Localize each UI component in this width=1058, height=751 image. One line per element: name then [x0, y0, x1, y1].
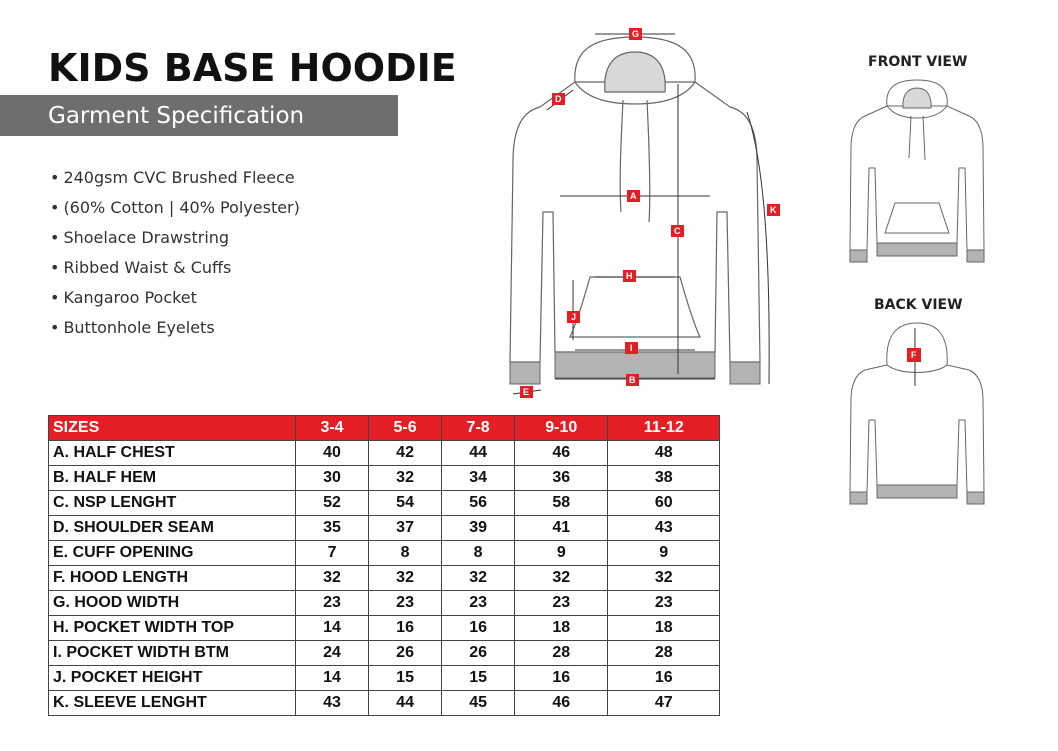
measurement-name-cell: A. HALF CHEST: [49, 441, 296, 466]
measurement-name-cell: D. SHOULDER SEAM: [49, 516, 296, 541]
table-row: [49, 516, 720, 541]
measurement-name-cell: K. SLEEVE LENGHT: [49, 691, 296, 716]
size-value-cell: 36: [515, 466, 608, 491]
size-value-cell: 43: [608, 516, 720, 541]
size-value-cell: 38: [608, 466, 720, 491]
size-value-cell: 24: [296, 641, 369, 666]
size-value-cell: 44: [442, 441, 515, 466]
size-value-cell: 32: [442, 566, 515, 591]
svg-text:A: A: [630, 191, 637, 201]
size-value-cell: 28: [608, 641, 720, 666]
svg-text:C: C: [674, 226, 681, 236]
size-value-cell: 34: [442, 466, 515, 491]
size-value-cell: 18: [515, 616, 608, 641]
column-header: 3-4: [296, 416, 369, 441]
size-value-cell: 18: [608, 616, 720, 641]
size-value-cell: 43: [296, 691, 369, 716]
size-value-cell: 40: [296, 441, 369, 466]
table-row: [49, 666, 720, 691]
feature-item: • Shoelace Drawstring: [50, 226, 300, 256]
back-view-label: BACK VIEW: [874, 297, 963, 313]
table-header-row: [49, 416, 720, 441]
measurement-name-cell: J. POCKET HEIGHT: [49, 666, 296, 691]
feature-item: • Kangaroo Pocket: [50, 286, 300, 316]
size-value-cell: 32: [369, 466, 442, 491]
feature-list: [50, 166, 300, 346]
size-value-cell: 32: [608, 566, 720, 591]
hoodie-front-icon: [845, 78, 990, 266]
svg-text:I: I: [630, 343, 633, 353]
size-value-cell: 9: [608, 541, 720, 566]
svg-text:H: H: [626, 271, 633, 281]
size-value-cell: 32: [296, 566, 369, 591]
size-value-cell: 8: [369, 541, 442, 566]
page-title: KIDS BASE HOODIE: [48, 46, 457, 90]
size-value-cell: 30: [296, 466, 369, 491]
size-chart-table: [48, 415, 720, 716]
size-value-cell: 44: [369, 691, 442, 716]
size-value-cell: 16: [442, 616, 515, 641]
size-value-cell: 14: [296, 616, 369, 641]
hoodie-spec-diagram-icon: [495, 22, 795, 404]
size-value-cell: 28: [515, 641, 608, 666]
table-row: [49, 441, 720, 466]
size-value-cell: 32: [515, 566, 608, 591]
measurement-name-cell: E. CUFF OPENING: [49, 541, 296, 566]
size-value-cell: 8: [442, 541, 515, 566]
front-view-label: FRONT VIEW: [868, 54, 968, 70]
size-value-cell: 54: [369, 491, 442, 516]
size-value-cell: 15: [369, 666, 442, 691]
size-value-cell: 45: [442, 691, 515, 716]
table-row: [49, 491, 720, 516]
size-value-cell: 23: [608, 591, 720, 616]
hoodie-back-icon: [845, 320, 990, 508]
size-value-cell: 41: [515, 516, 608, 541]
feature-item: • Ribbed Waist & Cuffs: [50, 256, 300, 286]
size-value-cell: 60: [608, 491, 720, 516]
svg-text:B: B: [629, 375, 636, 385]
svg-text:G: G: [632, 29, 640, 39]
table-row: [49, 591, 720, 616]
measurement-name-cell: G. HOOD WIDTH: [49, 591, 296, 616]
size-value-cell: 42: [369, 441, 442, 466]
feature-item: • 240gsm CVC Brushed Fleece: [50, 166, 300, 196]
size-value-cell: 47: [608, 691, 720, 716]
table-row: [49, 616, 720, 641]
measurement-name-cell: C. NSP LENGHT: [49, 491, 296, 516]
size-value-cell: 35: [296, 516, 369, 541]
size-value-cell: 23: [296, 591, 369, 616]
svg-text:K: K: [770, 205, 777, 215]
size-value-cell: 7: [296, 541, 369, 566]
measurement-name-cell: F. HOOD LENGTH: [49, 566, 296, 591]
table-row: [49, 541, 720, 566]
size-value-cell: 26: [442, 641, 515, 666]
marker-f: F: [911, 350, 917, 360]
svg-text:D: D: [555, 94, 562, 104]
feature-item: • Buttonhole Eyelets: [50, 316, 300, 346]
size-value-cell: 52: [296, 491, 369, 516]
size-value-cell: 32: [369, 566, 442, 591]
size-value-cell: 15: [442, 666, 515, 691]
measurement-name-cell: I. POCKET WIDTH BTM: [49, 641, 296, 666]
size-value-cell: 23: [369, 591, 442, 616]
feature-item: • (60% Cotton | 40% Polyester): [50, 196, 300, 226]
column-header: 11-12: [608, 416, 720, 441]
svg-text:J: J: [571, 312, 577, 322]
size-value-cell: 58: [515, 491, 608, 516]
column-header: 7-8: [442, 416, 515, 441]
size-value-cell: 16: [369, 616, 442, 641]
table-row: [49, 466, 720, 491]
table-row: [49, 566, 720, 591]
size-value-cell: 56: [442, 491, 515, 516]
size-value-cell: 16: [608, 666, 720, 691]
size-value-cell: 46: [515, 441, 608, 466]
column-header: 5-6: [369, 416, 442, 441]
measurement-name-cell: B. HALF HEM: [49, 466, 296, 491]
size-value-cell: 23: [442, 591, 515, 616]
size-value-cell: 37: [369, 516, 442, 541]
size-value-cell: 23: [515, 591, 608, 616]
svg-text:E: E: [523, 387, 530, 397]
table-row: [49, 641, 720, 666]
column-header: 9-10: [515, 416, 608, 441]
table-row: [49, 691, 720, 716]
size-value-cell: 39: [442, 516, 515, 541]
table-body: [49, 441, 720, 716]
column-header: SIZES: [49, 416, 296, 441]
size-value-cell: 26: [369, 641, 442, 666]
measurement-name-cell: H. POCKET WIDTH TOP: [49, 616, 296, 641]
size-value-cell: 48: [608, 441, 720, 466]
size-value-cell: 46: [515, 691, 608, 716]
size-value-cell: 14: [296, 666, 369, 691]
size-value-cell: 9: [515, 541, 608, 566]
size-value-cell: 16: [515, 666, 608, 691]
page-subtitle: Garment Specification: [48, 103, 305, 129]
